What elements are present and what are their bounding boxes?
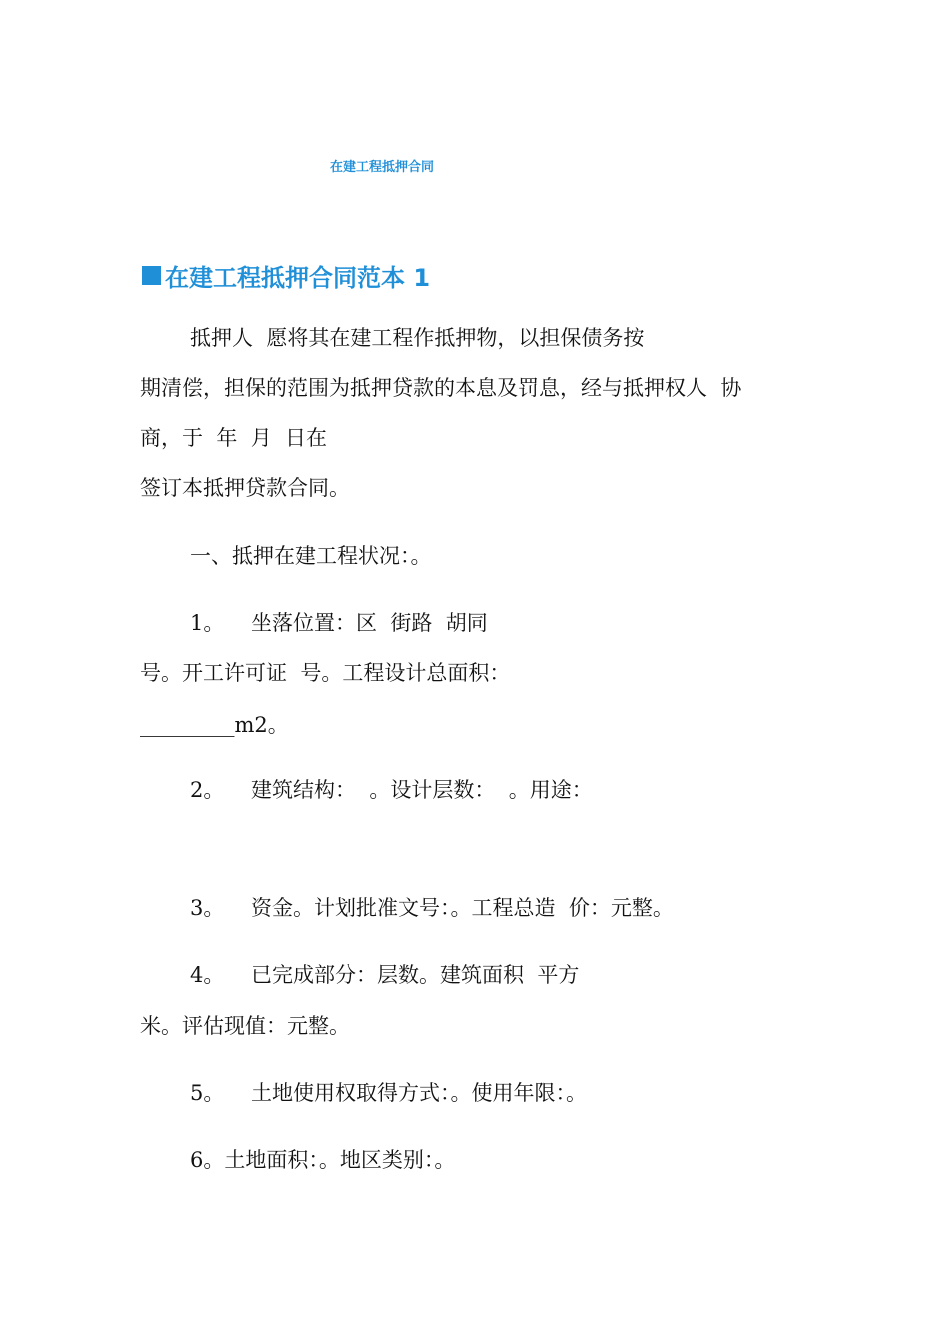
section-heading — [142, 258, 430, 293]
intro-line-2: 期清偿，担保的范围为抵押贷款的本息及罚息，经与抵押权人 协 — [140, 376, 742, 400]
intro-line-4: 签订本抵押贷款合同。 — [140, 476, 350, 500]
item-5: 5。 土地使用权取得方式：。使用年限：。 — [190, 1081, 588, 1105]
page-header-title: 在建工程抵押合同 — [330, 160, 435, 175]
item-3: 3。 资金。计划批准文号：。工程总造 价：元整。 — [190, 896, 674, 920]
item-6: 6。土地面积：。地区类别：。 — [190, 1148, 456, 1172]
item-1-line-1: 1。 坐落位置：区 街路 胡同 — [190, 611, 488, 635]
item-2: 2。 建筑结构： 。设计层数： 。用途： — [190, 778, 593, 802]
square-bullet-icon — [142, 266, 161, 285]
intro-line-1: 抵押人 愿将其在建工程作抵押物，以担保债务按 — [190, 326, 645, 350]
item-1-line-2: 号。开工许可证 号。工程设计总面积： — [140, 661, 511, 685]
item-4-line-2: 米。评估现值：元整。 — [140, 1014, 350, 1038]
intro-line-3: 商，于 年 月 日在 — [140, 426, 328, 450]
item-1-line-3: _________m2。 — [140, 713, 289, 737]
section-heading-text: 在建工程抵押合同范本 1 — [165, 264, 431, 292]
section-1-title: 一、抵押在建工程状况：。 — [190, 544, 432, 568]
item-4-line-1: 4。 已完成部分：层数。建筑面积 平方 — [190, 963, 580, 987]
